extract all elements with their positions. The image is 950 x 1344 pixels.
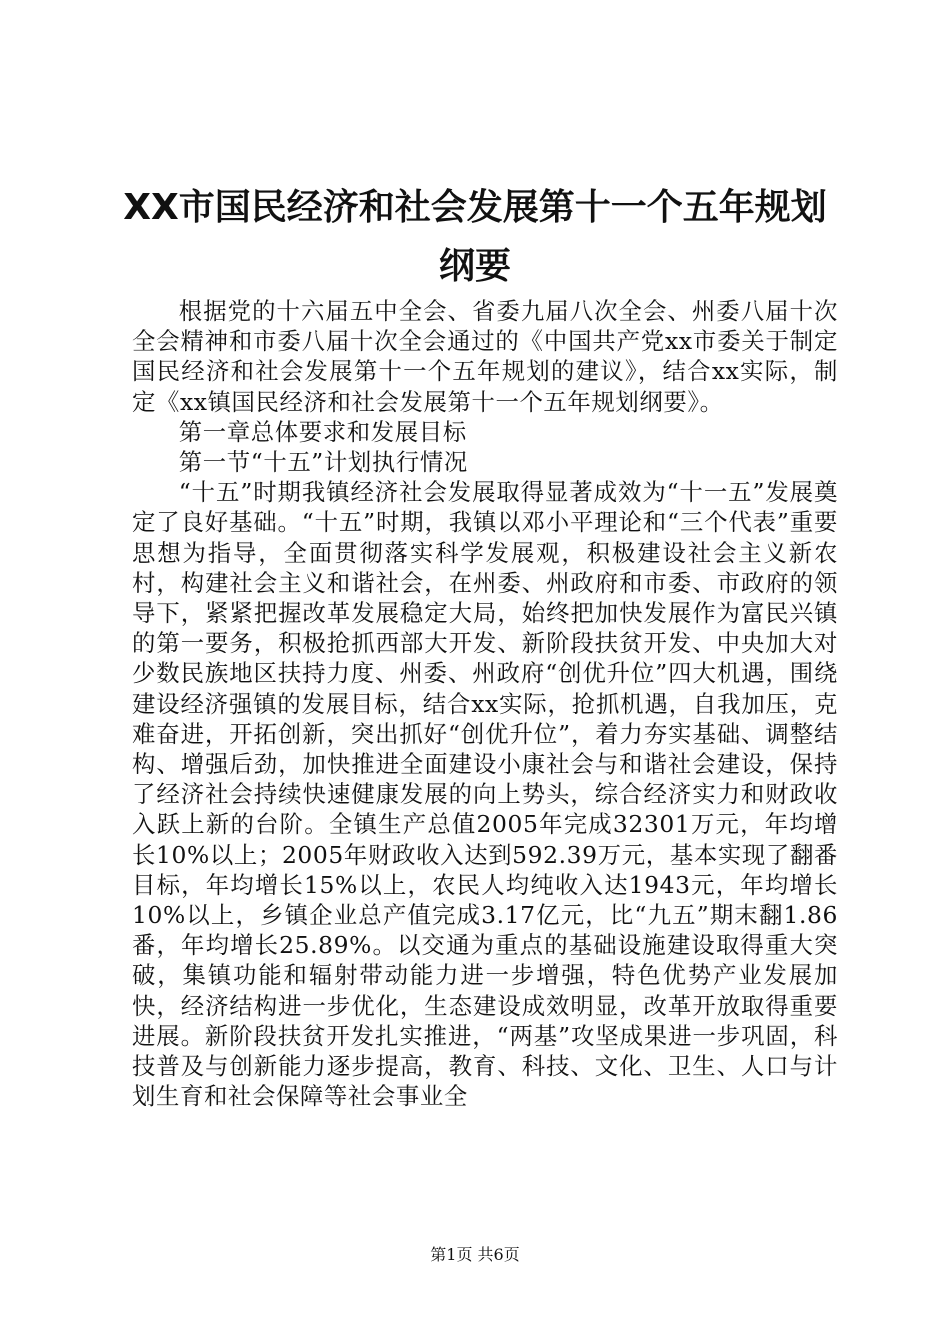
document-title-line-1: XX市国民经济和社会发展第十一个五年规划: [123, 187, 827, 228]
section-heading: 第一节“十五”计划执行情况: [178, 448, 468, 477]
chapter-heading: 第一章总体要求和发展目标: [178, 417, 467, 446]
document-body: [132, 296, 838, 1111]
paragraph-review: “十五”时期我镇经济社会发展取得显著成效为“十一五”发展奠定了良好基础。“十五”时期，我镇以邓小平理论和“三个代表”重要思想为指导，全面贯彻落实科学发展观，积极建设社会主义新农村，构建社会主义和谐社会，在州委、州政府和市委、市政府的领导下，紧紧把握改革发展稳定大局，始终把加快发展作为富民兴镇的第一要务，积极抢抓西部大开发、新阶段扶贫开发、中央加大对少数民族地区扶持力度、州委、州政府“创优升位”四大机遇，围绕建设经济强镇的发展目标，结合xx实际，抢抓机遇，自我加压，克难奋进，开拓创新，突出抓好“创优升位”，着力夯实基础、调整结构、增强后劲，加快推进全面建设小康社会与和谐社会建设，保持了经济社会持续快速健康发展的向上势头，综合经济实力和财政收入跃上新的台阶。全镇生产总值2005年完成32301万元，年均增长10%以上；2005年财政收入达到592.39万元，基本实现了翻番目标，年均增长15%以上，农民人均纯收入达1943元，年均增长10%以上，乡镇企业总产值完成3.17亿元，比“九五”期末翻1.86番，年均增长25.89%。以交通为重点的基础设施建设取得重大突破，集镇功能和辐射带动能力进一步增强，特色优势产业发展加快，经济结构进一步优化，生态建设成效明显，改革开放取得重要进展。新阶段扶贫开发扎实推进，“两基”攻坚成果进一步巩固，科技普及与创新能力逐步提高，教育、科技、文化、卫生、人口与计划生育和社会保障等社会事业全: [132, 478, 838, 1111]
document-title-line-2: 纲要: [438, 246, 511, 287]
page-footer: 第1页 共6页: [430, 1245, 520, 1264]
paragraph-intro: 根据党的十六届五中全会、省委九届八次全会、州委八届十次全会精神和市委八届十次全会通过的《中国共产党xx市委关于制定国民经济和社会发展第十一个五年规划的建议》，结合xx实际，制定《xx镇国民经济和社会发展第十一个五年规划纲要》。: [132, 297, 838, 416]
